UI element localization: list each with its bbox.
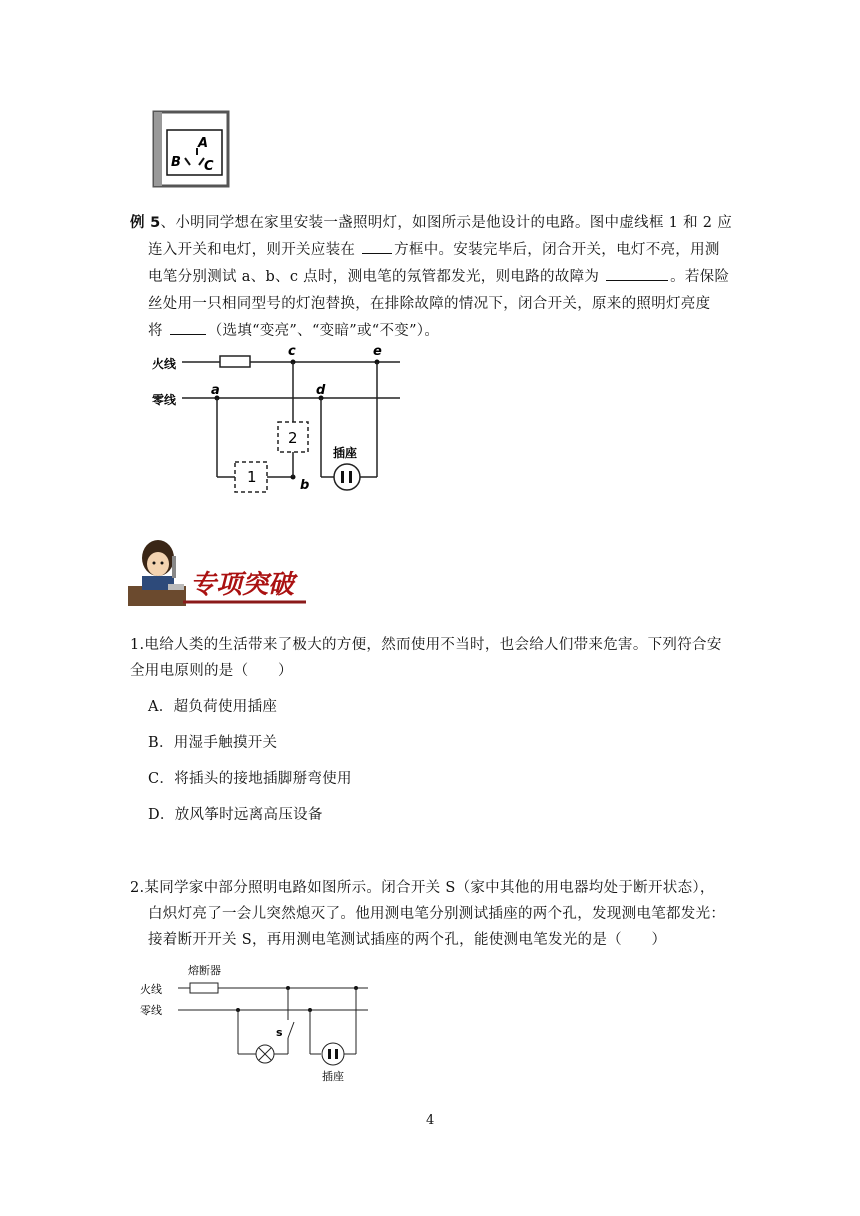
example5-line1: 例 5、小明同学想在家里安装一盏照明灯，如图所示是他设计的电路。图中虚线框 1 和 2 应 xyxy=(130,215,733,231)
socket-label-2: 插座 xyxy=(322,1070,344,1083)
example5-line4: 丝处用一只相同型号的灯泡替换，在排除故障的情况下，闭合开关，原来的照明灯亮度 xyxy=(148,296,711,312)
neutral-wire-label: 零线 xyxy=(152,393,177,407)
q1-line1: 1.电给人类的生活带来了极大的方便，然而使用不当时，也会给人们带来危害。下列符合安 xyxy=(130,637,722,653)
label-c: C xyxy=(204,159,214,174)
live-wire-label-2: 火线 xyxy=(140,983,162,996)
point-c-label: c xyxy=(288,344,296,359)
box2-label: 2 xyxy=(288,429,298,447)
fuse-icon-2 xyxy=(190,983,218,993)
q1-option-a[interactable]: A．超负荷使用插座 xyxy=(148,699,278,715)
q1-option-b[interactable]: B．用湿手触摸开关 xyxy=(148,735,278,751)
blank-1 xyxy=(362,241,392,254)
blank-2 xyxy=(606,268,668,281)
page-number: 4 xyxy=(426,1113,435,1128)
q1-option-d[interactable]: D．放风筝时远离高压设备 xyxy=(148,807,323,823)
q2-line1: 2.某同学家中部分照明电路如图所示。闭合开关 S（家中其他的用电器均处于断开状态）， xyxy=(130,880,715,896)
section-banner xyxy=(128,536,308,608)
neutral-wire-label-2: 零线 xyxy=(140,1004,162,1017)
point-a-label: a xyxy=(211,383,220,398)
point-e-label: e xyxy=(373,344,382,359)
example5-line3: 电笔分别测试 a、b、c 点时，测电笔的氖管都发光，则电路的故障为 。若保险 xyxy=(148,269,730,285)
example-label: 例 5 xyxy=(130,215,161,231)
q2-line2: 白炽灯亮了一会儿突然熄灭了。他用测电笔分别测试插座的两个孔，发现测电笔都发光： xyxy=(148,906,726,922)
example5-line2: 连入开关和电灯，则开关应装在 方框中。安装完毕后，闭合开关，电灯不亮，用测 xyxy=(148,242,720,258)
live-wire-label: 火线 xyxy=(152,357,177,371)
label-b: B xyxy=(171,155,181,170)
example5-line5: 将 （选填“变亮”、“变暗”或“不变”）。 xyxy=(148,323,440,339)
blank-3 xyxy=(170,322,206,335)
banner-title: 专项突破 xyxy=(190,570,295,600)
q1-line2: 全用电原则的是（ ） xyxy=(130,663,293,679)
top-figure xyxy=(152,110,232,188)
point-b-label: b xyxy=(300,478,310,493)
student-illustration-icon xyxy=(128,540,186,606)
switch-icon xyxy=(288,1022,294,1038)
point-d-label: d xyxy=(316,383,326,398)
triangle-pin-figure xyxy=(152,110,232,188)
label-a: A xyxy=(198,136,209,151)
socket-icon xyxy=(334,464,360,490)
fuse-icon xyxy=(220,356,250,367)
circuit-diagram-1 xyxy=(150,342,410,502)
fuse-label: 熔断器 xyxy=(188,964,221,977)
q2-line3: 接着断开开关 S，再用测电笔测试插座的两个孔，能使测电笔发光的是（ ） xyxy=(148,932,667,948)
switch-label: s xyxy=(276,1026,283,1039)
socket-label: 插座 xyxy=(333,446,358,460)
q1-option-c[interactable]: C．将插头的接地插脚掰弯使用 xyxy=(148,771,352,787)
box1-label: 1 xyxy=(247,468,257,486)
socket-icon-2 xyxy=(322,1043,344,1065)
circuit-diagram-2 xyxy=(138,960,378,1085)
